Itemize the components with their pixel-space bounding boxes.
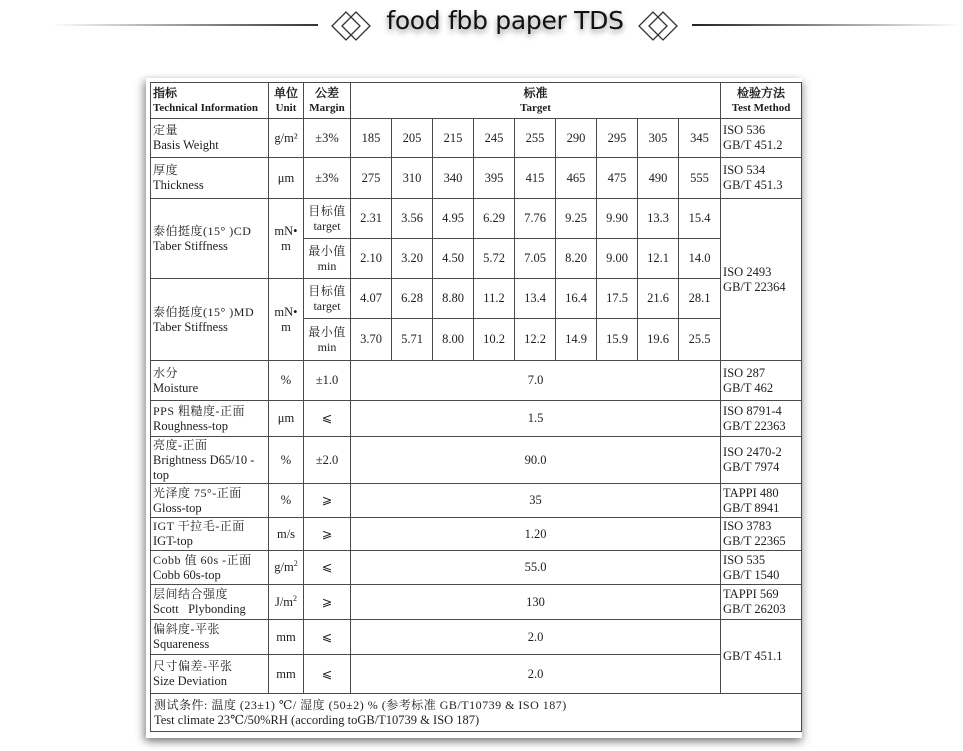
parameter-name: 泰伯挺度(15° )MD Taber Stiffness bbox=[151, 279, 269, 361]
table-row-roughness bbox=[151, 401, 802, 437]
table-row-taber-md-target bbox=[151, 279, 802, 319]
value-cell: 205 bbox=[392, 119, 433, 158]
value-cell: 12.1 bbox=[638, 239, 679, 279]
parameter-name: 偏斜度-平张 Squareness bbox=[151, 620, 269, 655]
parameter-name: 光泽度 75°-正面 Gloss-top bbox=[151, 484, 269, 518]
test-method-cell: ISO 287 GB/T 462 bbox=[721, 361, 802, 401]
value-cell: 465 bbox=[556, 158, 597, 199]
value-cell: 12.2 bbox=[515, 319, 556, 361]
target-label-cell: 目标值 target bbox=[304, 199, 351, 239]
value-cell: 11.2 bbox=[474, 279, 515, 319]
value-cell: 90.0 bbox=[351, 437, 721, 484]
unit-cell: μm bbox=[269, 158, 304, 199]
value-cell: 7.76 bbox=[515, 199, 556, 239]
header-target: 标准 Target bbox=[351, 83, 721, 119]
value-cell: 310 bbox=[392, 158, 433, 199]
test-method-cell: ISO 2493 GB/T 22364 bbox=[721, 199, 802, 361]
margin-cell: ⩾ bbox=[304, 518, 351, 551]
margin-cell: ⩽ bbox=[304, 401, 351, 437]
unit-cell: % bbox=[269, 361, 304, 401]
test-method-cell: ISO 3783 GB/T 22365 bbox=[721, 518, 802, 551]
value-cell: 2.31 bbox=[351, 199, 392, 239]
parameter-name: 亮度-正面 Brightness D65/10 - top bbox=[151, 437, 269, 484]
value-cell: 275 bbox=[351, 158, 392, 199]
value-cell: 55.0 bbox=[351, 551, 721, 585]
value-cell: 415 bbox=[515, 158, 556, 199]
parameter-name: 厚度 Thickness bbox=[151, 158, 269, 199]
test-method-cell: ISO 8791-4 GB/T 22363 bbox=[721, 401, 802, 437]
value-cell: 2.10 bbox=[351, 239, 392, 279]
value-cell: 215 bbox=[433, 119, 474, 158]
parameter-name: PPS 粗糙度-正面 Roughness-top bbox=[151, 401, 269, 437]
header-test-method: 检验方法 Test Method bbox=[721, 83, 802, 119]
parameter-name: IGT 干拉毛-正面 IGT-top bbox=[151, 518, 269, 551]
value-cell: 3.20 bbox=[392, 239, 433, 279]
unit-cell: mm bbox=[269, 620, 304, 655]
table-row-moisture bbox=[151, 361, 802, 401]
value-cell: 15.4 bbox=[679, 199, 721, 239]
value-cell: 3.56 bbox=[392, 199, 433, 239]
table-row-thickness bbox=[151, 158, 802, 199]
value-cell: 345 bbox=[679, 119, 721, 158]
value-cell: 1.20 bbox=[351, 518, 721, 551]
value-cell: 290 bbox=[556, 119, 597, 158]
value-cell: 4.50 bbox=[433, 239, 474, 279]
parameter-name: 层间结合强度 Scott Plybonding bbox=[151, 585, 269, 620]
value-cell: 245 bbox=[474, 119, 515, 158]
unit-cell: mN• m bbox=[269, 279, 304, 361]
unit-cell: mN• m bbox=[269, 199, 304, 279]
table-header-row bbox=[151, 83, 802, 119]
value-cell: 25.5 bbox=[679, 319, 721, 361]
test-method-cell: TAPPI 480 GB/T 8941 bbox=[721, 484, 802, 518]
value-cell: 14.0 bbox=[679, 239, 721, 279]
margin-cell: ±2.0 bbox=[304, 437, 351, 484]
value-cell: 5.72 bbox=[474, 239, 515, 279]
unit-cell: $J/m^2$ bbox=[269, 585, 304, 620]
value-cell: 4.95 bbox=[433, 199, 474, 239]
table-row-scott-plybonding bbox=[151, 585, 802, 620]
header-technical-information: 指标 Technical Information bbox=[151, 83, 269, 119]
tds-table bbox=[150, 82, 802, 732]
value-cell: 17.5 bbox=[597, 279, 638, 319]
margin-cell: ±3% bbox=[304, 158, 351, 199]
value-cell: 14.9 bbox=[556, 319, 597, 361]
table-row-size-deviation bbox=[151, 655, 802, 694]
table-row-igt bbox=[151, 518, 802, 551]
value-cell: 16.4 bbox=[556, 279, 597, 319]
value-cell: 10.2 bbox=[474, 319, 515, 361]
test-method-cell: ISO 536 GB/T 451.2 bbox=[721, 119, 802, 158]
min-label-cell: 最小值 min bbox=[304, 319, 351, 361]
margin-cell: ⩽ bbox=[304, 551, 351, 585]
parameter-name: 水分 Moisture bbox=[151, 361, 269, 401]
value-cell: 6.29 bbox=[474, 199, 515, 239]
table-row-brightness bbox=[151, 437, 802, 484]
value-cell: 8.20 bbox=[556, 239, 597, 279]
value-cell: 295 bbox=[597, 119, 638, 158]
test-method-cell: TAPPI 569 GB/T 26203 bbox=[721, 585, 802, 620]
min-label-cell: 最小值 min bbox=[304, 239, 351, 279]
test-method-cell: GB/T 451.1 bbox=[721, 620, 802, 694]
margin-cell: ±3% bbox=[304, 119, 351, 158]
unit-cell: % bbox=[269, 484, 304, 518]
margin-cell: ⩽ bbox=[304, 655, 351, 694]
value-cell: 9.90 bbox=[597, 199, 638, 239]
value-cell: 1.5 bbox=[351, 401, 721, 437]
value-cell: 4.07 bbox=[351, 279, 392, 319]
value-cell: 13.4 bbox=[515, 279, 556, 319]
value-cell: 340 bbox=[433, 158, 474, 199]
unit-cell: mm bbox=[269, 655, 304, 694]
table-row-basis-weight bbox=[151, 119, 802, 158]
value-cell: 490 bbox=[638, 158, 679, 199]
double-diamond-icon bbox=[329, 6, 373, 46]
banner-divider-right bbox=[692, 24, 960, 26]
value-cell: 15.9 bbox=[597, 319, 638, 361]
value-cell: 19.6 bbox=[638, 319, 679, 361]
value-cell: 21.6 bbox=[638, 279, 679, 319]
value-cell: 305 bbox=[638, 119, 679, 158]
value-cell: 9.25 bbox=[556, 199, 597, 239]
parameter-name: Cobb 值 60s -正面 Cobb 60s-top bbox=[151, 551, 269, 585]
value-cell: 3.70 bbox=[351, 319, 392, 361]
test-method-cell: ISO 535 GB/T 1540 bbox=[721, 551, 802, 585]
value-cell: 13.3 bbox=[638, 199, 679, 239]
header-margin: 公差 Margin bbox=[304, 83, 351, 119]
value-cell: 7.0 bbox=[351, 361, 721, 401]
value-cell: 8.00 bbox=[433, 319, 474, 361]
unit-cell: g/m² bbox=[269, 119, 304, 158]
unit-cell: % bbox=[269, 437, 304, 484]
table-footer-row bbox=[151, 694, 802, 732]
table-row-cobb bbox=[151, 551, 802, 585]
value-cell: 6.28 bbox=[392, 279, 433, 319]
value-cell: 395 bbox=[474, 158, 515, 199]
parameter-name: 定量 Basis Weight bbox=[151, 119, 269, 158]
test-method-cell: ISO 534 GB/T 451.3 bbox=[721, 158, 802, 199]
parameter-name: 尺寸偏差-平张 Size Deviation bbox=[151, 655, 269, 694]
margin-cell: ⩽ bbox=[304, 620, 351, 655]
value-cell: 130 bbox=[351, 585, 721, 620]
unit-cell: $g/m^2$ bbox=[269, 551, 304, 585]
value-cell: 7.05 bbox=[515, 239, 556, 279]
value-cell: 35 bbox=[351, 484, 721, 518]
margin-cell: ±1.0 bbox=[304, 361, 351, 401]
double-diamond-icon bbox=[636, 6, 680, 46]
value-cell: 2.0 bbox=[351, 620, 721, 655]
header-unit: 单位 Unit bbox=[269, 83, 304, 119]
value-cell: 5.71 bbox=[392, 319, 433, 361]
test-climate-note: 测试条件: 温度 (23±1) ℃/ 湿度 (50±2) % (参考标准 GB/T10739 & ISO 187) Test climate 23℃/50%RH (according toGB/T10739 & ISO 187) bbox=[151, 694, 802, 732]
table-row-taber-cd-target bbox=[151, 199, 802, 239]
value-cell: 255 bbox=[515, 119, 556, 158]
value-cell: 185 bbox=[351, 119, 392, 158]
value-cell: 555 bbox=[679, 158, 721, 199]
value-cell: 9.00 bbox=[597, 239, 638, 279]
target-label-cell: 目标值 target bbox=[304, 279, 351, 319]
table-row-gloss bbox=[151, 484, 802, 518]
margin-cell: ⩾ bbox=[304, 585, 351, 620]
unit-cell: μm bbox=[269, 401, 304, 437]
value-cell: 2.0 bbox=[351, 655, 721, 694]
value-cell: 28.1 bbox=[679, 279, 721, 319]
value-cell: 475 bbox=[597, 158, 638, 199]
page-title: food fbb paper TDS bbox=[386, 6, 624, 35]
unit-cell: m/s bbox=[269, 518, 304, 551]
value-cell: 8.80 bbox=[433, 279, 474, 319]
banner bbox=[0, 0, 963, 56]
banner-divider-left bbox=[50, 24, 318, 26]
parameter-name: 泰伯挺度(15° )CD Taber Stiffness bbox=[151, 199, 269, 279]
margin-cell: ⩾ bbox=[304, 484, 351, 518]
test-method-cell: ISO 2470-2 GB/T 7974 bbox=[721, 437, 802, 484]
table-row-squareness bbox=[151, 620, 802, 655]
